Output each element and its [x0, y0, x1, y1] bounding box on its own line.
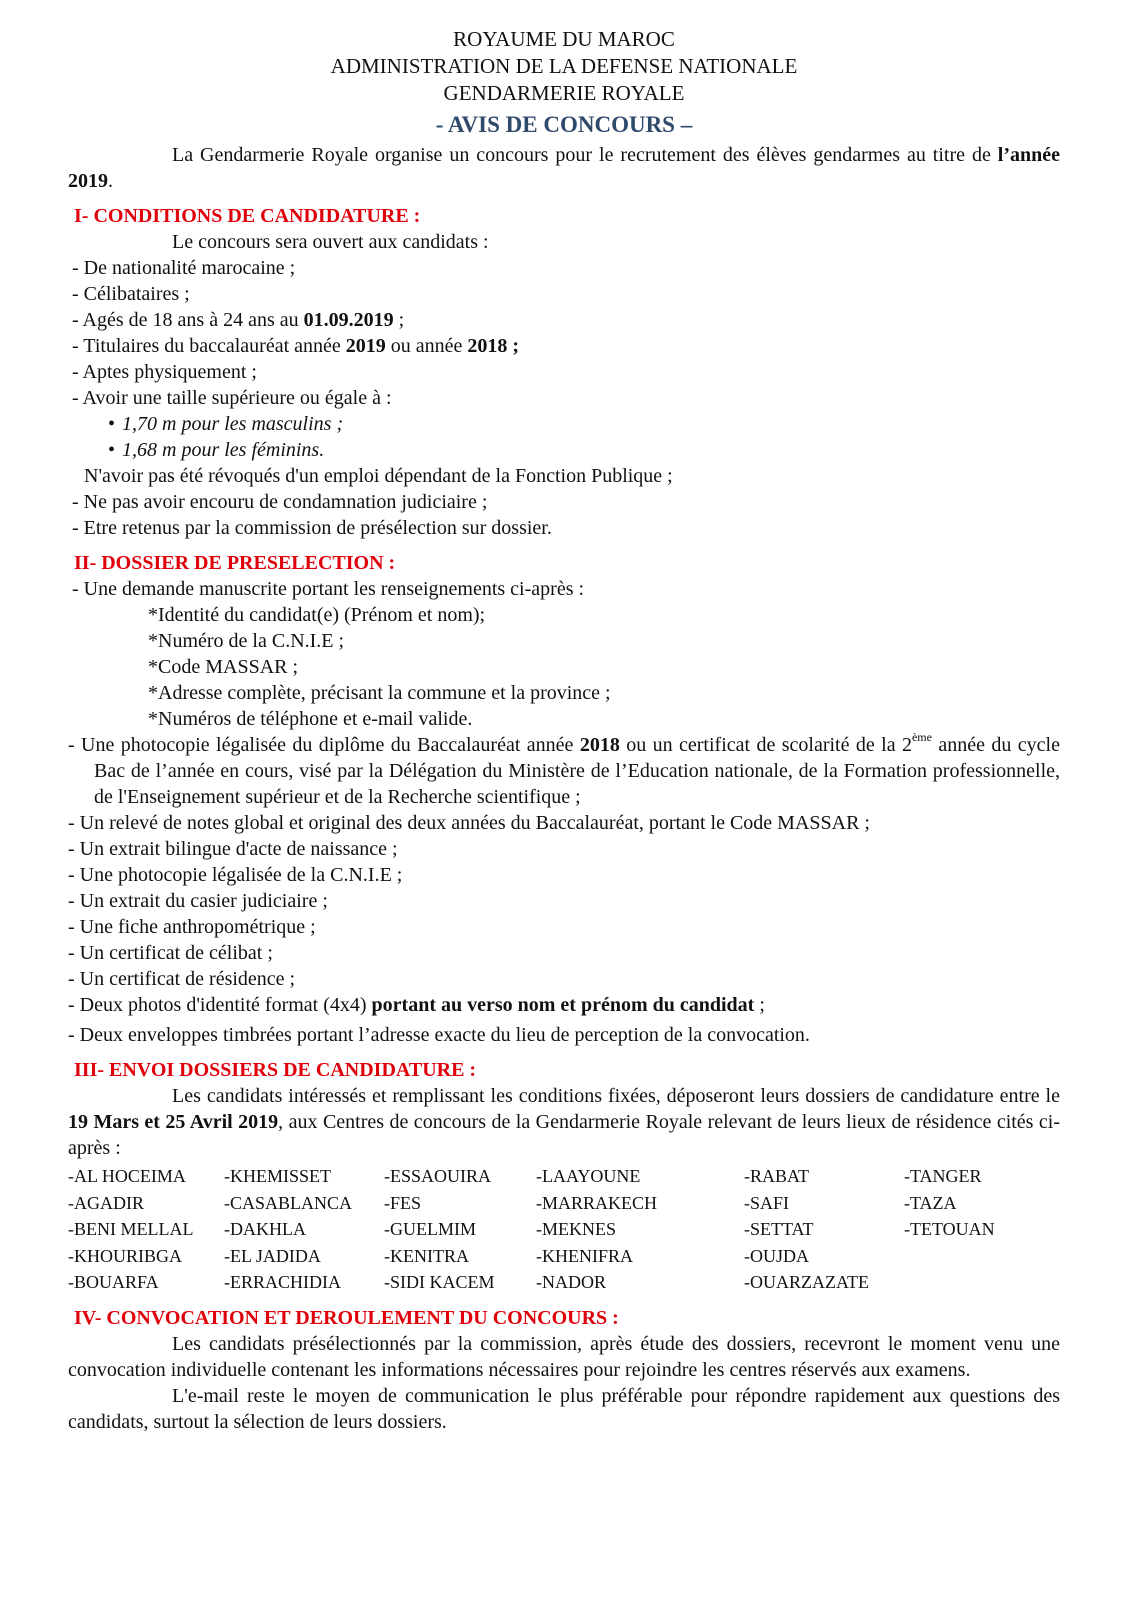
condition-item: - Avoir une taille supérieure ou égale à : [72, 387, 392, 409]
city-item: -FES [384, 1192, 422, 1213]
dossier-text: - Une photocopie légalisée du diplôme du Baccalauréat année [68, 734, 580, 756]
section-4-paragraph-1: Les candidats présélectionnés par la commission, après étude des dossiers, recevront le moment venu une convocation individuelle contenant les informations nécessaires pour rejoindre les centres réservés aux examens. [68, 1332, 1060, 1381]
city-item: -TETOUAN [904, 1219, 995, 1239]
dossier-item: - Un certificat de célibat ; [68, 942, 273, 964]
city-item: -LAAYOUNE [536, 1166, 641, 1186]
section-3-text: Les candidats intéressés et remplissant les conditions fixées, déposeront leurs dossiers de candidature entre le [172, 1085, 1060, 1107]
dossier-item: - Un certificat de résidence ; [68, 968, 296, 990]
section-3-text: , aux Centres de concours de la Gendarmerie Royale relevant de leurs lieux de résidence cités ci-après : [68, 1111, 1061, 1159]
city-item: -CASABLANCA [224, 1192, 353, 1213]
intro-end: . [108, 170, 113, 192]
dossier-text: - Deux photos d'identité format (4x4) [68, 994, 372, 1016]
intro-year: l’année 2019 [68, 144, 1060, 192]
dossier-item: - Un extrait bilingue d'acte de naissance ; [68, 838, 398, 860]
condition-year: 2018 ; [467, 335, 520, 357]
city-item: -OUARZAZATE [744, 1272, 869, 1292]
dossier-item [68, 732, 1060, 810]
header-line-2: ADMINISTRATION DE LA DEFENSE NATIONALE [330, 54, 798, 78]
city-item [904, 1243, 1064, 1270]
city-item: -AGADIR [68, 1192, 144, 1213]
section-4-paragraph-2: L'e-mail reste le moyen de communication le plus préférable pour répondre rapidement aux questions des candidats, surtout la sélection de leurs dossiers. [68, 1384, 1060, 1433]
height-bullet [68, 411, 1060, 437]
dossier-text: ; [754, 994, 765, 1016]
dossier-item [68, 992, 1060, 1018]
city-item: -NADOR [536, 1272, 606, 1292]
city-item: -BENI MELLAL [68, 1219, 194, 1239]
dossier-item: - Deux enveloppes timbrées portant l’adresse exacte du lieu de perception de la convocation. [68, 1024, 810, 1046]
condition-date: 01.09.2019 [303, 309, 394, 331]
dossier-text: année du cycle Bac de l’année en cours, visé par la Délégation du Ministère de l’Education nationale, de la Formation professionnelle, de l'Enseignement supérieur et de la Recherche scientifique ; [94, 734, 1060, 808]
bullet-icon: • [108, 413, 116, 435]
condition-item: - Célibataires ; [72, 283, 190, 305]
dossier-item: - Un extrait du casier judiciaire ; [68, 890, 328, 912]
dossier-year: 2018 [579, 734, 620, 756]
header-line-1: ROYAUME DU MAROC [453, 27, 675, 51]
city-item: -GUELMIM [384, 1219, 476, 1239]
dossier-subitem: *Adresse complète, précisant la commune et la province ; [148, 682, 611, 704]
city-item: -DAKHLA [224, 1219, 306, 1239]
dossier-subitem: *Identité du candidat(e) (Prénom et nom); [148, 604, 486, 626]
condition-item [68, 307, 1060, 333]
dossier-subitem: *Numéros de téléphone et e-mail valide. [148, 708, 473, 730]
deposit-dates: 19 Mars et 25 Avril 2019 [68, 1111, 279, 1133]
condition-item [68, 333, 1060, 359]
height-bullet [68, 437, 1060, 463]
condition-text: ; [393, 309, 405, 331]
cities-grid [68, 1163, 1060, 1296]
city-item: -AL HOCEIMA [68, 1166, 186, 1186]
city-item: -RABAT [744, 1166, 810, 1186]
dossier-text: ou un certificat de scolarité de la 2 [619, 734, 912, 756]
bullet-icon: • [108, 439, 116, 461]
city-item: -KHEMISSET [224, 1166, 331, 1186]
city-item: -EL JADIDA [224, 1245, 321, 1266]
section-1-lead: Le concours sera ouvert aux candidats : [172, 231, 489, 253]
intro-paragraph [68, 142, 1060, 194]
ordinal-superscript: ème [911, 730, 932, 745]
city-item: -TAZA [904, 1192, 957, 1213]
dossier-item: - Une photocopie légalisée de la C.N.I.E ; [68, 864, 403, 886]
height-text: 1,70 m pour les masculins ; [122, 413, 344, 435]
dossier-item: - Un relevé de notes global et original des deux années du Baccalauréat, portant le Code MASSAR ; [68, 812, 870, 834]
section-2-title: II- DOSSIER DE PRESELECTION : [74, 552, 396, 574]
city-item: -SAFI [744, 1192, 790, 1213]
condition-item: N'avoir pas été révoqués d'un emploi dépendant de la Fonction Publique ; [84, 465, 673, 487]
condition-item: - Etre retenus par la commission de présélection sur dossier. [72, 517, 552, 539]
condition-item: - De nationalité marocaine ; [72, 257, 296, 279]
condition-item: - Ne pas avoir encouru de condamnation judiciaire ; [72, 491, 488, 513]
height-text: 1,68 m pour les féminins. [122, 439, 325, 461]
dossier-subitem: *Code MASSAR ; [148, 656, 299, 678]
city-item: -MARRAKECH [536, 1192, 658, 1213]
condition-item: - Aptes physiquement ; [72, 361, 257, 383]
dossier-item: - Une fiche anthropométrique ; [68, 916, 316, 938]
header-line-3: GENDARMERIE ROYALE [443, 81, 685, 105]
dossier-subitem: *Numéro de la C.N.I.E ; [148, 630, 345, 652]
city-item: -BOUARFA [68, 1272, 159, 1292]
city-item [904, 1269, 1064, 1296]
city-item: -KHENIFRA [536, 1245, 633, 1266]
section-1-title: I- CONDITIONS DE CANDIDATURE : [74, 205, 421, 227]
condition-year: 2019 [345, 335, 386, 357]
dossier-bold-text: portant au verso nom et prénom du candidat [371, 994, 755, 1016]
dossier-item: - Une demande manuscrite portant les renseignements ci-après : [72, 578, 585, 600]
condition-text: - Agés de 18 ans à 24 ans au [72, 309, 304, 331]
city-item: -OUJDA [744, 1245, 809, 1266]
city-item: -KHOURIBGA [68, 1245, 182, 1266]
intro-text: La Gendarmerie Royale organise un concours pour le recrutement des élèves gendarmes au titre de [172, 144, 998, 166]
city-item: -TANGER [904, 1166, 982, 1186]
city-item: -ERRACHIDIA [224, 1272, 341, 1292]
city-item: -SETTAT [744, 1219, 814, 1239]
section-4-title: IV- CONVOCATION ET DEROULEMENT DU CONCOURS : [74, 1306, 619, 1329]
city-item: -KENITRA [384, 1245, 469, 1266]
city-item: -MEKNES [536, 1219, 616, 1239]
condition-text: - Titulaires du baccalauréat année [72, 335, 346, 357]
page-title: - AVIS DE CONCOURS – [435, 112, 693, 137]
section-3-title: III- ENVOI DOSSIERS DE CANDIDATURE : [74, 1059, 477, 1081]
city-item: -ESSAOUIRA [384, 1166, 492, 1186]
city-item: -SIDI KACEM [384, 1272, 495, 1292]
condition-text: ou année [385, 335, 468, 357]
section-3-paragraph [68, 1083, 1060, 1161]
